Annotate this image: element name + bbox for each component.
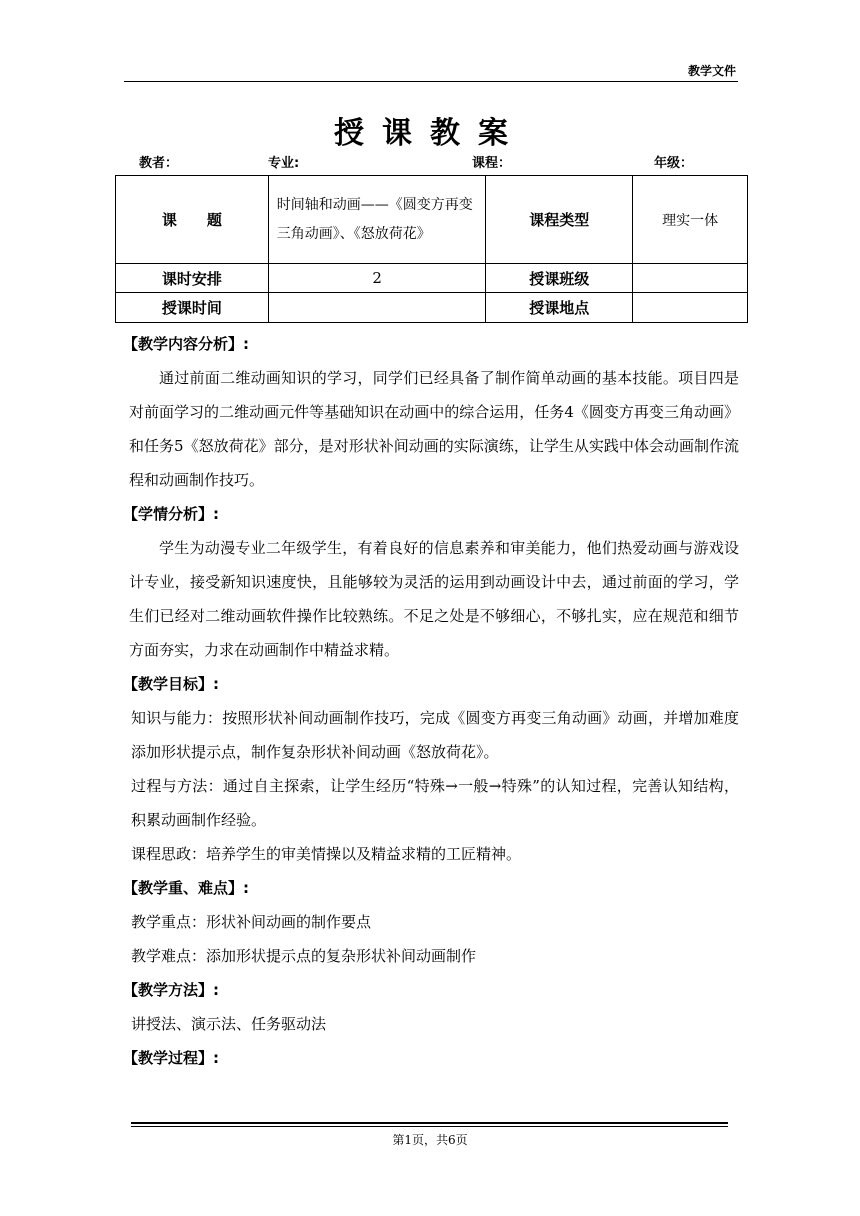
time-value [268,293,486,323]
time-label: 授课时间 [116,293,269,323]
content-analysis-heading: 【教学内容分析】: [123,335,249,353]
topic-label: 课 题 [116,176,269,264]
topic-value: 时间轴和动画——《圆变方再变三角动画》、《怒放荷花》 [268,176,486,264]
place-label: 授课地点 [486,293,633,323]
difficult-point: 教学难点：添加形状提示点的复杂形状补间动画制作 [131,947,477,965]
place-value [633,293,748,323]
meta-course: 课程： [472,156,512,171]
content-analysis-text: 通过前面二维动画知识的学习，同学们已经具备了制作简单动画的基本技能。项目四是对前面学习的二维动画元件等基础知识在动画中的综合运用，任务4《圆变方再变三角动画》和任务5《怒放荷花》部分，是对形状补间动画的实际演练，让学生从实践中体会动画制作流程和动画制作技巧。 [129,369,739,489]
student-analysis-heading: 【学情分析】: [123,505,219,523]
page-title: 授课教案 [334,116,526,151]
hours-value: 2 [268,264,486,293]
meta-major: 专业: [268,156,300,171]
page-number: 第1页，共6页 [392,1133,468,1147]
class-value [633,264,748,293]
objective-knowledge: 知识与能力：按照形状补间动画制作技巧，完成《圆变方再变三角动画》动画，并增加难度添加形状提示点，制作复杂形状补间动画《怒放荷花》。 [131,709,739,761]
methods-text: 讲授法、演示法、任务驱动法 [131,1015,327,1033]
key-points-heading: 【教学重、难点】: [123,879,249,897]
meta-teacher: 教者： [139,156,179,171]
class-label: 授课班级 [486,264,633,293]
table-row [116,176,748,264]
process-heading: 【教学过程】: [123,1049,219,1067]
hours-label: 课时安排 [116,264,269,293]
key-point: 教学重点：形状补间动画的制作要点 [131,913,372,931]
footer-rule-thin [131,1126,728,1127]
objective-ideology: 课程思政：培养学生的审美情操以及精益求精的工匠精神。 [131,845,522,863]
student-analysis-text: 学生为动漫专业二年级学生，有着良好的信息素养和审美能力，他们热爱动画与游戏设计专业，接受新知识速度快，且能够较为灵活的运用到动画设计中去，通过前面的学习，学生们已经对二维动画软件操作比较熟练。不足之处是不够细心，不够扎实，应在规范和细节方面夯实，力求在动画制作中精益求精。 [129,539,739,659]
footer-rule [131,1122,728,1124]
header-rule [124,81,738,82]
header-label: 教学文件 [687,64,736,78]
table-row [116,293,748,323]
course-type-label: 课程类型 [486,176,633,264]
meta-grade: 年级： [654,156,694,171]
lesson-content [123,327,739,1075]
objective-process: 过程与方法：通过自主探索，让学生经历“特殊→一般→特殊”的认知过程，完善认知结构，积累动画制作经验。 [131,777,739,829]
objectives-heading: 【教学目标】: [123,675,219,693]
course-type-value: 理实一体 [633,176,748,264]
course-info-table [115,175,748,323]
table-row [116,264,748,293]
methods-heading: 【教学方法】: [123,981,219,999]
